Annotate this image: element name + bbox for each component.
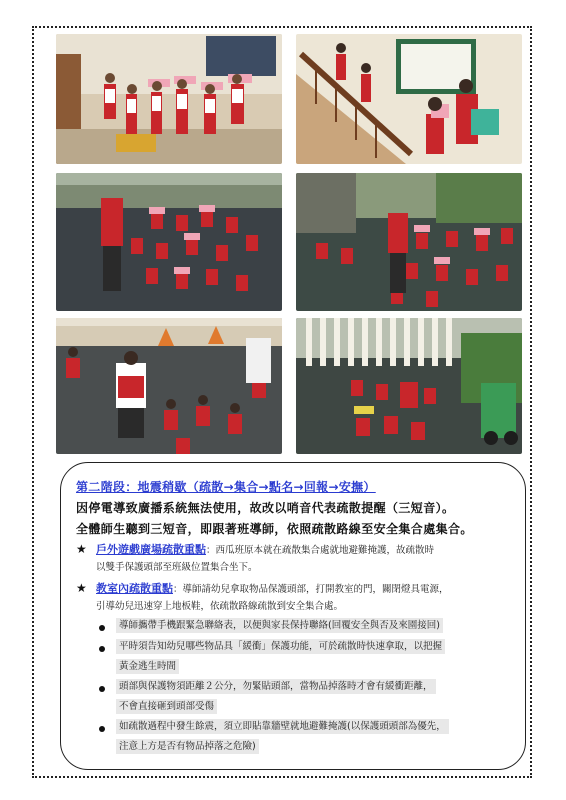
star-icon: ★ — [76, 542, 87, 556]
photo-teacher-comforting — [56, 318, 282, 454]
photo-outdoor-assembly-2 — [296, 173, 522, 311]
point-1-line-1: 導師攜帶手機跟緊急聯絡表，以便與家長保持聯絡(回覆安全與否及來園接回) — [116, 621, 443, 631]
stage-title: 第二階段：地震稍歇（疏散→集合→點名→回報→安撫） — [76, 480, 376, 494]
outdoor-section-title: 戶外遊戲廣場疏散重點 — [96, 543, 206, 556]
indoor-section-text: ：導師請幼兒拿取物品保護頭部，打開教室的門，關閉燈具電源， — [173, 584, 449, 595]
intro-line-1: 因停電導致廣播系統無法使用，故改以哨音代表疏散提醒（三短音）。 — [76, 501, 455, 515]
indoor-section-line-2: 引導幼兒迅速穿上地板鞋，依疏散路線疏散到安全集合處。 — [96, 601, 344, 612]
bullet-dot-icon — [99, 646, 105, 652]
outdoor-section-text: ：西瓜班原本就在疏散集合處就地避難掩護，故疏散時 — [206, 545, 435, 556]
point-4-line-2: 注意上方是否有物品掉落之危險) — [116, 742, 259, 752]
point-2-line-2: 黃金逃生時間 — [116, 662, 179, 672]
point-4-line-1: 如疏散過程中發生餘震，須立即貼靠牆壁就地避難掩護(以保護頭頭部為優先， — [116, 722, 449, 732]
bullet-dot-icon — [99, 726, 105, 732]
photo-outdoor-assembly-1 — [56, 173, 282, 311]
indoor-section-line-1 — [96, 583, 449, 595]
photo-playground-assembly — [296, 318, 522, 454]
intro-line-2: 全體師生聽到三短音，即跟著班導師，依照疏散路線至安全集合處集合。 — [76, 522, 473, 536]
indoor-section-title: 教室內疏散重點 — [96, 582, 173, 595]
bullet-dot-icon — [99, 625, 105, 631]
star-icon: ★ — [76, 581, 87, 595]
photo-staircase-evacuation — [296, 34, 522, 164]
point-3-line-2: 不會直接砸到頭部受傷 — [116, 702, 217, 712]
photo-classroom-evacuation — [56, 34, 282, 164]
point-3-line-1: 頭部與保護物須距離２公分，勿緊貼頭部，當物品掉落時才會有緩衝距離， — [116, 682, 436, 692]
outdoor-section-line-1 — [96, 544, 434, 556]
bullet-dot-icon — [99, 686, 105, 692]
outdoor-section-line-2: 以雙手保護頭部至班級位置集合坐下。 — [96, 562, 258, 573]
point-2-line-1: 平時須告知幼兒哪些物品具「緩衝」保護功能，可於疏散時快速拿取，以把握 — [116, 642, 445, 652]
